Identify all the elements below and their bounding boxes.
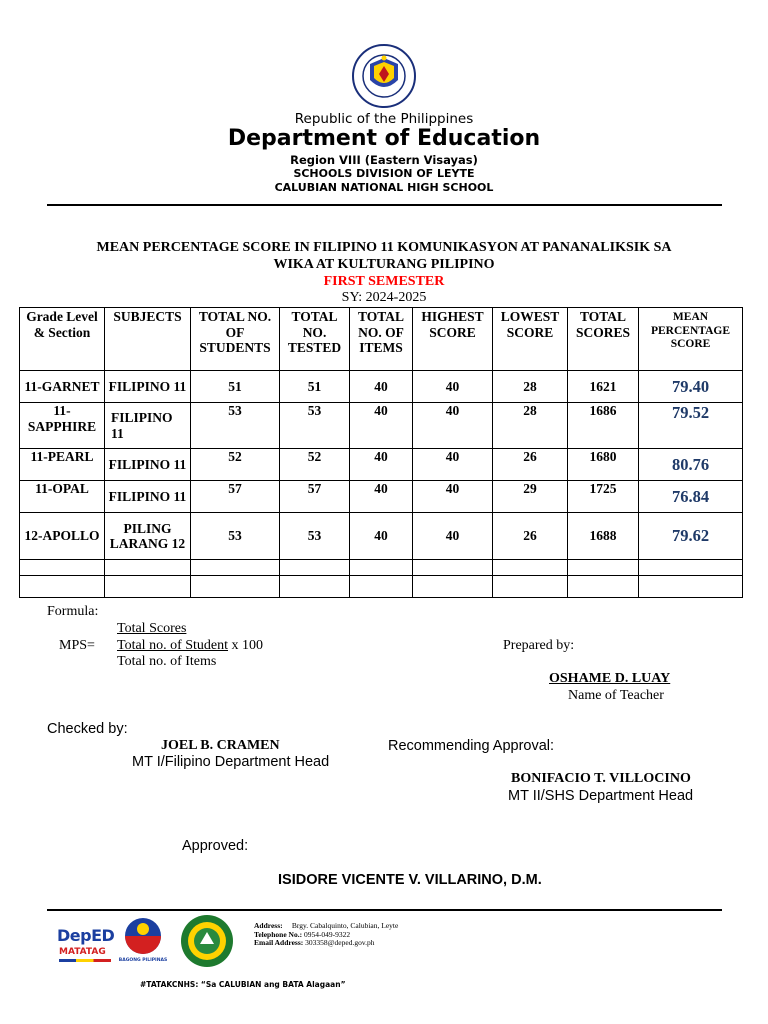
footer-address-block <box>254 922 398 948</box>
header-subjects: SUBJECTS <box>105 308 191 371</box>
address-label: Address: <box>254 921 283 930</box>
items-cell: 40 <box>350 481 413 513</box>
checked-by-label: Checked by: <box>47 721 128 737</box>
header-total-scores: TOTAL SCORES <box>568 308 639 371</box>
highest-cell: 40 <box>413 513 493 560</box>
bagong-pilipinas-emblem <box>120 916 166 958</box>
formula-denominator: Total no. of Items <box>117 654 217 669</box>
teacher-role: Name of Teacher <box>568 688 664 703</box>
header-total-students: TOTAL NO. OF STUDENTS <box>191 308 280 371</box>
recommending-label: Recommending Approval: <box>388 738 555 754</box>
section-cell: 11-SAPPHIRE <box>20 403 105 449</box>
students-cell: 53 <box>191 403 280 449</box>
subject-cell: FILIPINO 11 <box>105 449 191 481</box>
table-row <box>20 481 743 513</box>
phone-label: Telephone No.: <box>254 929 303 939</box>
formula-middle <box>117 638 263 654</box>
items-cell: 40 <box>350 403 413 449</box>
subject-cell: FILIPINO 11 <box>105 371 191 403</box>
mps-table <box>19 307 743 598</box>
lowest-cell: 28 <box>493 371 568 403</box>
students-cell: 53 <box>191 513 280 560</box>
empty-table-row <box>20 576 743 598</box>
recommender-name: BONIFACIO T. VILLOCINO <box>511 771 691 786</box>
tested-cell: 51 <box>280 371 350 403</box>
matatag-stripe <box>59 959 111 962</box>
header-lowest-score: LOWEST SCORE <box>493 308 568 371</box>
mean-score-cell: 80.76 <box>639 449 743 481</box>
approver-name: ISIDORE VICENTE V. VILLARINO, D.M. <box>278 872 542 888</box>
email-value: 303358@deped.gov.ph <box>305 938 375 947</box>
mean-score-cell: 79.52 <box>639 403 743 449</box>
footer-divider <box>47 909 722 911</box>
section-cell: 11-GARNET <box>20 371 105 403</box>
report-title-line2: WIKA AT KULTURANG PILIPINO <box>273 257 495 272</box>
bagong-pilipinas-label: BAGONG PILIPINAS <box>118 958 168 963</box>
header-grade-level: Grade Level & Section <box>20 308 105 371</box>
items-cell: 40 <box>350 371 413 403</box>
table-row <box>20 371 743 403</box>
students-cell: 52 <box>191 449 280 481</box>
total-scores-cell: 1686 <box>568 403 639 449</box>
prepared-by-label: Prepared by: <box>503 638 575 653</box>
lowest-cell: 28 <box>493 403 568 449</box>
header-total-items: TOTAL NO. OF ITEMS <box>350 308 413 371</box>
formula-label: Formula: <box>47 604 99 619</box>
highest-cell: 40 <box>413 449 493 481</box>
school-name: CALUBIAN NATIONAL HIGH SCHOOL <box>274 181 494 194</box>
items-cell: 40 <box>350 513 413 560</box>
tested-cell: 53 <box>280 403 350 449</box>
subject-cell: FILIPINO 11 <box>105 481 191 513</box>
highest-cell: 40 <box>413 371 493 403</box>
matatag-wordmark: MATATAG <box>59 947 106 957</box>
report-title-line1: MEAN PERCENTAGE SCORE IN FILIPINO 11 KOMUNIKASYON AT PANANALIKSIK SA <box>96 240 672 255</box>
lowest-cell: 26 <box>493 513 568 560</box>
students-cell: 57 <box>191 481 280 513</box>
table-row <box>20 449 743 481</box>
formula-numerator: Total Scores <box>117 621 187 636</box>
students-cell: 51 <box>191 371 280 403</box>
section-cell: 11-PEARL <box>20 449 105 481</box>
formula-students-term: Total no. of Student <box>117 638 229 653</box>
republic-line: Republic of the Philippines <box>294 111 474 127</box>
table-header-row <box>20 308 743 371</box>
subject-cell: PILING LARANG 12 <box>105 513 191 560</box>
semester-label: FIRST SEMESTER <box>323 274 445 289</box>
header-divider <box>47 204 722 206</box>
lowest-cell: 29 <box>493 481 568 513</box>
total-scores-cell: 1725 <box>568 481 639 513</box>
checker-name: JOEL B. CRAMEN <box>161 738 280 753</box>
highest-cell: 40 <box>413 481 493 513</box>
teacher-name: OSHAME D. LUAY <box>549 671 671 686</box>
total-scores-cell: 1688 <box>568 513 639 560</box>
tested-cell: 57 <box>280 481 350 513</box>
header-mean-percentage-score: MEAN PERCENTAGE SCORE <box>639 308 743 371</box>
highest-cell: 40 <box>413 403 493 449</box>
section-cell: 12-APOLLO <box>20 513 105 560</box>
recommender-role: MT II/SHS Department Head <box>508 788 694 804</box>
table-row <box>20 403 743 449</box>
region-line: Region VIII (Eastern Visayas) <box>290 153 478 167</box>
mean-score-cell: 79.62 <box>639 513 743 560</box>
mean-score-cell: 79.40 <box>639 371 743 403</box>
subject-cell: FILIPINO 11 <box>105 403 191 449</box>
department-name: Department of Education <box>227 126 541 151</box>
formula-mps: MPS= <box>59 638 95 653</box>
total-scores-cell: 1680 <box>568 449 639 481</box>
total-scores-cell: 1621 <box>568 371 639 403</box>
lowest-cell: 26 <box>493 449 568 481</box>
tested-cell: 53 <box>280 513 350 560</box>
header-highest-score: HIGHEST SCORE <box>413 308 493 371</box>
checker-role: MT I/Filipino Department Head <box>132 754 330 770</box>
table-row <box>20 513 743 560</box>
division-line: SCHOOLS DIVISION OF LEYTE <box>293 167 475 180</box>
address-value: Brgy. Cabalquinto, Calubian, Leyte <box>291 921 399 930</box>
deped-matatag-logo <box>57 916 114 966</box>
deped-wordmark: DepED <box>57 926 115 945</box>
formula-multiplier: x 100 <box>228 638 264 653</box>
school-seal-logo <box>180 914 234 968</box>
bagong-pilipinas-logo <box>120 916 166 968</box>
email-label: Email Address: <box>254 938 304 947</box>
school-year: SY: 2024-2025 <box>341 290 427 305</box>
section-cell: 11-OPAL <box>20 481 105 513</box>
tested-cell: 52 <box>280 449 350 481</box>
school-hashtag: #TATAKCNHS: “Sa CALUBIAN ang BATA Alagaan” <box>140 980 346 989</box>
mean-score-cell: 76.84 <box>639 481 743 513</box>
phone-value: 0954-049-9322 <box>303 929 351 939</box>
items-cell: 40 <box>350 449 413 481</box>
header-total-tested: TOTAL NO. TESTED <box>280 308 350 371</box>
empty-table-row <box>20 560 743 576</box>
approved-label: Approved: <box>182 838 249 854</box>
deped-seal-logo <box>348 44 420 108</box>
